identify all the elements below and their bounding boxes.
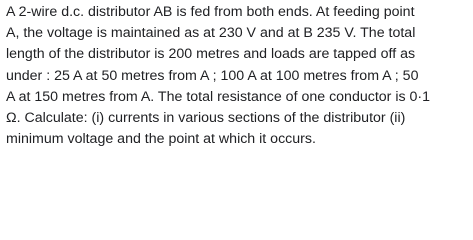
problem-line-7: minimum voltage and the point at which it occurs.	[6, 131, 316, 148]
problem-line-5: A at 150 metres from A. The total resistance of one conductor is 0·1	[6, 88, 431, 105]
problem-line-2: A, the voltage is maintained as at 230 V and at B 235 V. The total	[6, 25, 416, 42]
problem-line-3: length of the distributor is 200 metres and loads are tapped off as	[6, 46, 416, 63]
problem-statement	[6, 2, 470, 150]
problem-line-4: under : 25 A at 50 metres from A ; 100 A at 100 metres from A ; 50	[6, 67, 419, 84]
problem-line-1: A 2-wire d.c. distributor AB is fed from both ends. At feeding point	[6, 4, 415, 20]
problem-line-6: Ω. Calculate: (i) currents in various sections of the distributor (ii)	[6, 109, 406, 126]
